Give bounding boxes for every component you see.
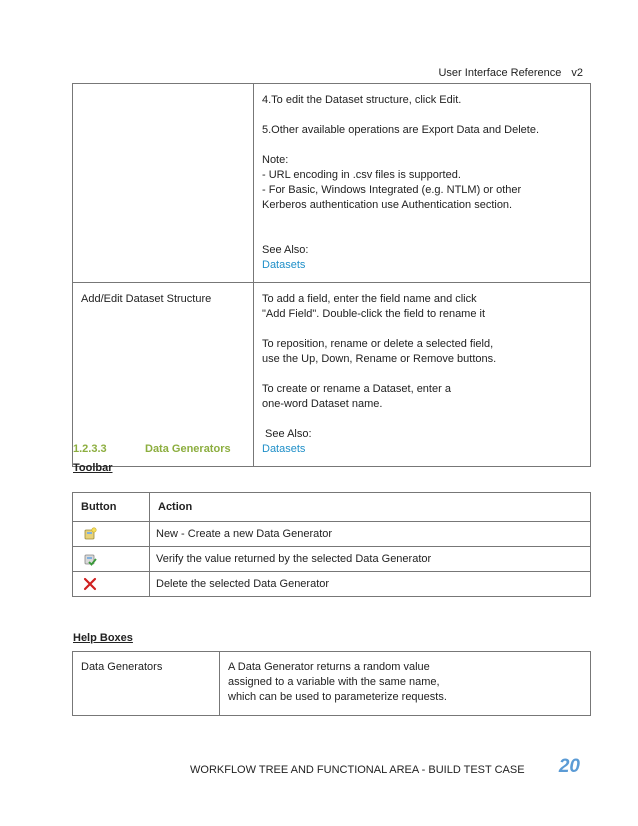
help-text-cell: A Data Generator returns a random value assigned to a variable with the same name, which can be used to parameterize requests. <box>220 652 591 716</box>
table-row <box>73 522 591 547</box>
action-cell: Delete the selected Data Generator <box>150 572 591 597</box>
toolbar-label: Toolbar <box>73 462 113 474</box>
help-boxes-label: Help Boxes <box>73 632 133 644</box>
table-header-row <box>73 493 591 522</box>
table-row <box>73 547 591 572</box>
table-row <box>73 572 591 597</box>
verify-icon <box>83 552 97 566</box>
help-label-cell: Data Generators <box>73 652 220 716</box>
footer-text: WORKFLOW TREE AND FUNCTIONAL AREA - BUILD TEST CASE <box>190 764 525 776</box>
header-version: v2 <box>571 67 583 79</box>
empty-cell <box>73 84 254 283</box>
delete-icon <box>83 577 97 591</box>
table-row <box>73 652 591 716</box>
structure-description-cell: To add a field, enter the field name and click "Add Field". Double-click the field to rename it To reposition, rename or delete a selected field, use the Up, Down, Rename or Remove buttons. To create or rename a Dataset, enter a one-word Dataset name. See Also: Datasets <box>254 283 591 467</box>
action-cell: New - Create a new Data Generator <box>150 522 591 547</box>
datasets-link[interactable]: Datasets <box>262 259 306 271</box>
header-title: User Interface Reference <box>438 67 562 79</box>
step-other: 5.Other available operations are Export Data and Delete. <box>262 124 539 136</box>
row-label: Add/Edit Dataset Structure <box>73 283 254 467</box>
column-header-action: Action <box>150 493 591 522</box>
table-row <box>73 283 591 467</box>
dataset-description-cell <box>254 84 591 283</box>
note-block: Note: - URL encoding in .csv files is supported. - For Basic, Windows Integrated (e.g. NTLM) or other Kerberos authentication use Authentication section. <box>262 154 522 211</box>
page-header <box>438 67 583 79</box>
section-title: Data Generators <box>145 443 231 455</box>
page-number: 20 <box>558 756 580 777</box>
new-generator-icon <box>83 527 97 541</box>
section-number: 1.2.3.3 <box>73 443 107 455</box>
column-header-button: Button <box>73 493 150 522</box>
toolbar-table <box>72 492 591 597</box>
help-table <box>72 651 591 716</box>
dataset-table <box>72 83 591 467</box>
step-edit: 4.To edit the Dataset structure, click Edit. <box>262 94 462 106</box>
section-heading <box>73 443 231 455</box>
table-row <box>73 84 591 283</box>
see-also-block: See Also: Datasets <box>262 244 309 271</box>
action-cell: Verify the value returned by the selected Data Generator <box>150 547 591 572</box>
datasets-link[interactable]: Datasets <box>262 443 306 455</box>
